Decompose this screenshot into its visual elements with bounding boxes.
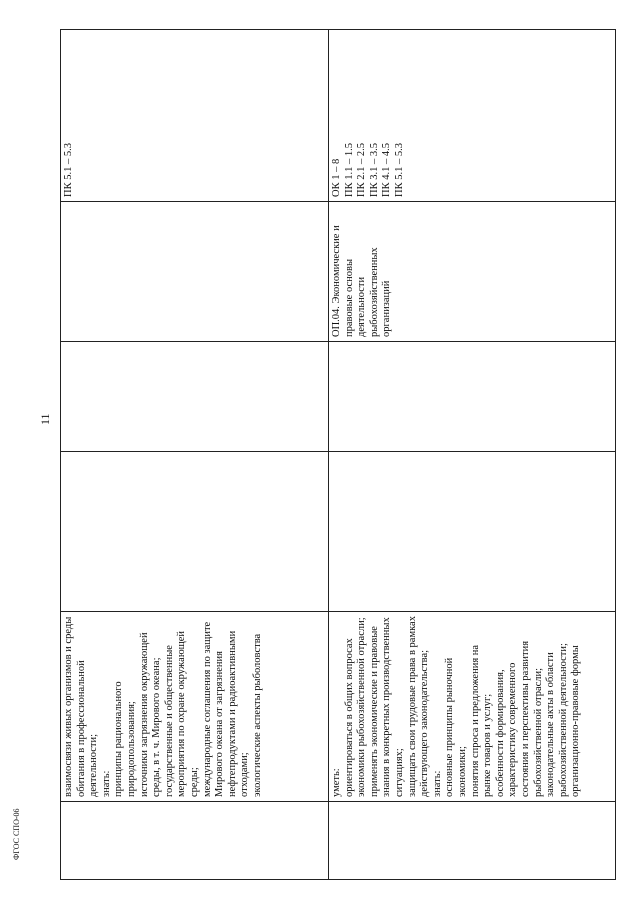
table-cell-index bbox=[61, 802, 329, 880]
table-cell-competencies: ОК 1 – 8 ПК 1.1 – 1.5 ПК 2.1 – 2.5 ПК 3.1 – 3.5 ПК 4.1 – 4.5 ПК 5.1 – 5.3 bbox=[329, 30, 616, 202]
page-number: 11 bbox=[38, 413, 52, 425]
table-row bbox=[329, 30, 616, 880]
document-code-footer: ФГОС СПО-06 bbox=[12, 808, 21, 860]
table-cell-hours bbox=[61, 342, 329, 452]
table-cell-discipline: ОП.04. Экономические и правовые основы деятельности рыбохозяйственных организаций bbox=[329, 202, 616, 342]
rotated-table-container bbox=[60, 30, 615, 880]
table-cell-hours-max bbox=[329, 452, 616, 612]
table-cell-discipline bbox=[61, 202, 329, 342]
table-cell-hours-max bbox=[61, 452, 329, 612]
table-cell-hours bbox=[329, 342, 616, 452]
table-cell-index bbox=[329, 802, 616, 880]
table-cell-competencies: ПК 5.1 – 5.3 bbox=[61, 30, 329, 202]
table-cell-requirements: взаимосвязи живых организмов и среды обитания в профессиональной деятельности; знать: принципы рационального природопользования; источники загрязнения окружающей среды, в т. ч. Мирового океана; государственные и общественные мероприятия по охране окружающей среды; международные соглашения по защите Мирового океана от загрязнения нефтепродуктами и радиоактивными отходами; экологические аспекты рыболовства bbox=[61, 612, 329, 802]
table-row bbox=[61, 30, 329, 880]
competency-table bbox=[60, 29, 616, 880]
table-cell-requirements: уметь: ориентироваться в общих вопросах экономики рыбохозяйственной отрасли; применять экономические и правовые знания в конкретных производственных ситуациях; защищать свои трудовые права в рамках действующего законодательства; знать: основные принципы рыночной экономики; понятия спроса и предложения на рынке товаров и услуг; особенности формирования, характеристику современного состояния и перспективы развития рыбохозяйственной отрасли; законодательные акты в области рыбохозяйственной деятельности; организационно-правовые формы bbox=[329, 612, 616, 802]
